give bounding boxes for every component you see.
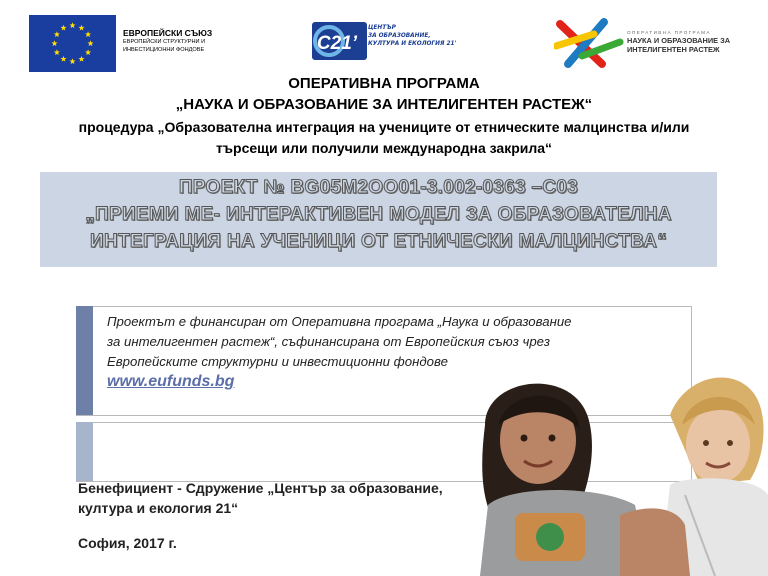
op-line-2: ИНТЕЛИГЕНТЕН РАСТЕЖ xyxy=(627,45,720,54)
op-line-1: НАУКА И ОБРАЗОВАНИЕ ЗА xyxy=(627,36,731,45)
eu-title: ЕВРОПЕЙСКИ СЪЮЗ xyxy=(123,28,213,38)
eufunds-link[interactable]: www.eufunds.bg xyxy=(107,373,235,390)
procedure-line-1: процедура „Образователна интеграция на учениците от етническите малцинства и/или xyxy=(78,119,690,135)
beneficiary xyxy=(78,478,498,518)
op-small: ОПЕРАТИВНА ПРОГРАМА xyxy=(627,30,711,35)
funding-line-3: Европейските структурни и инвестиционни фондове xyxy=(107,354,448,369)
c21-logo-caption xyxy=(368,24,468,48)
c21-line-2: ЗА ОБРАЗОВАНИЕ, xyxy=(368,33,431,39)
op-logo-icon xyxy=(554,16,624,70)
program-title: ОПЕРАТИВНА ПРОГРАМА xyxy=(288,75,480,92)
op-logo-caption xyxy=(627,30,767,54)
program-name: „НАУКА И ОБРАЗОВАНИЕ ЗА ИНТЕЛИГЕНТЕН РАСТЕЖ“ xyxy=(175,96,593,113)
eu-subtitle-2: ИНВЕСТИЦИОННИ ФОНДОВЕ xyxy=(123,47,205,53)
c21-line-1: ЦЕНТЪР xyxy=(368,25,396,31)
eu-flag-icon xyxy=(29,15,116,72)
procedure-line-2: търсещи или получили международна закрила“ xyxy=(215,140,553,156)
project-name-line-1: „ПРИЕМИ МЕ- ИНТЕРАКТИВЕН МОДЕЛ ЗА ОБРАЗОВАТЕЛНА xyxy=(85,204,672,225)
empty-box-accent-bar xyxy=(76,422,93,481)
c21-logo-icon xyxy=(312,22,367,60)
c21-logo-text: C21’ xyxy=(316,33,358,54)
project-band xyxy=(40,172,717,267)
beneficiary-line-2: култура и екология 21“ xyxy=(78,500,239,516)
funding-line-2: за интелигентен растеж“, съфинансирана от Европейския съюз чрез xyxy=(107,334,550,349)
funding-line-1: Проектът е финансиран от Оперативна програма „Наука и образование xyxy=(107,314,572,329)
funding-accent-bar xyxy=(76,306,93,415)
children-photo xyxy=(470,345,768,576)
project-number: ПРОЕКТ № BG05M2OO01-3.002-0363 –С03 xyxy=(178,177,579,198)
eu-subtitle-1: ЕВРОПЕЙСКИ СТРУКТУРНИ И xyxy=(123,39,206,45)
eu-logo-text xyxy=(123,28,233,54)
c21-line-3: КУЛТУРА И ЕКОЛОГИЯ 21' xyxy=(368,41,457,47)
city-date: София, 2017 г. xyxy=(78,535,177,551)
project-name-line-2: ИНТЕГРАЦИЯ НА УЧЕНИЦИ ОТ ЕТНИЧЕСКИ МАЛЦИНСТВА“ xyxy=(90,231,667,252)
beneficiary-line-1: Бенефициент - Сдружение „Център за образование, xyxy=(78,480,443,496)
